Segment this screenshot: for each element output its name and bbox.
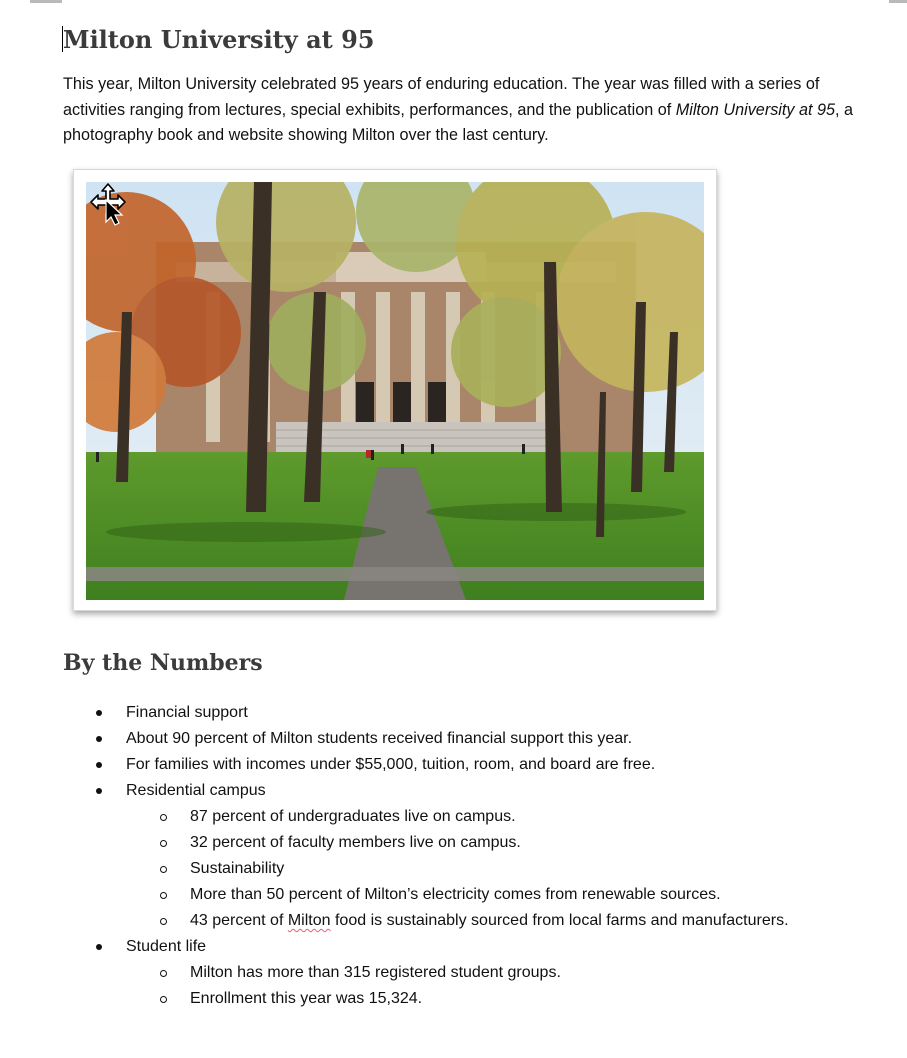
sub-item-text: food is sustainably sourced from local farms and manufacturers. bbox=[330, 912, 789, 929]
campus-photo-image bbox=[86, 182, 704, 600]
intro-text-before: This year, Milton University celebrated 95 years of enduring education. The year was filled with a series of activities ranging from lectures, special exhibits, performances, and the publication of bbox=[63, 75, 820, 119]
sub-list-item[interactable]: More than 50 percent of Milton’s electricity comes from renewable sources. bbox=[63, 882, 883, 908]
list-item[interactable]: Residential campus bbox=[63, 778, 883, 804]
sub-list-item[interactable]: 32 percent of faculty members live on campus. bbox=[63, 830, 883, 856]
numbers-list bbox=[63, 700, 883, 1012]
sub-list-item[interactable]: Sustainability bbox=[63, 856, 883, 882]
list-item[interactable]: About 90 percent of Milton students received financial support this year. bbox=[63, 726, 883, 752]
sub-list-item[interactable]: Enrollment this year was 15,324. bbox=[63, 986, 883, 1012]
list-item[interactable]: Financial support bbox=[63, 700, 883, 726]
list-item[interactable]: For families with incomes under $55,000, tuition, room, and board are free. bbox=[63, 752, 883, 778]
document-title-text: Milton University at 95 bbox=[63, 25, 375, 54]
list-item[interactable]: Student life bbox=[63, 934, 883, 960]
intro-book-title: Milton University at 95 bbox=[675, 100, 835, 119]
document-page[interactable] bbox=[63, 22, 883, 1007]
sub-list-item[interactable] bbox=[63, 908, 883, 934]
text-caret bbox=[62, 26, 63, 52]
page-corner-left bbox=[30, 0, 62, 3]
intro-text-after: , a photography book and website showing Milton over the last century. bbox=[63, 100, 853, 144]
intro-paragraph[interactable] bbox=[63, 72, 883, 149]
document-title[interactable] bbox=[63, 22, 883, 58]
sub-item-text: 43 percent of bbox=[190, 912, 288, 929]
campus-photo[interactable] bbox=[73, 169, 717, 611]
spellcheck-word[interactable]: Milton bbox=[287, 912, 331, 929]
sub-list-item[interactable]: Milton has more than 315 registered student groups. bbox=[63, 960, 883, 986]
move-cursor-icon bbox=[86, 182, 130, 226]
sub-list-item[interactable]: 87 percent of undergraduates live on campus. bbox=[63, 804, 883, 830]
section-heading[interactable]: By the Numbers bbox=[63, 650, 263, 676]
page-corner-right bbox=[889, 0, 907, 3]
